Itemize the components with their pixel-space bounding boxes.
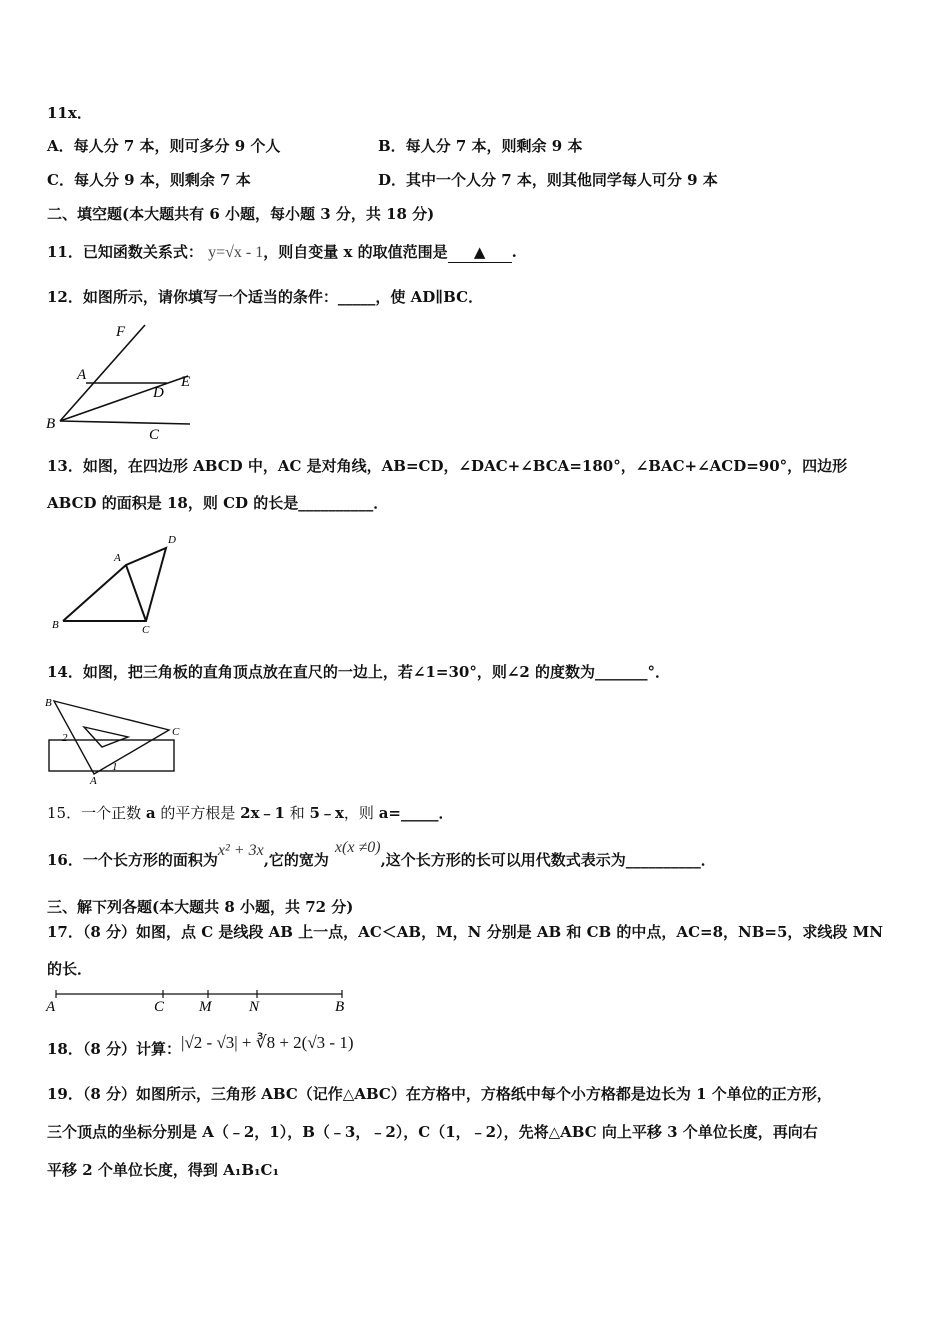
q18-text: [47, 1033, 354, 1059]
q14-label-c: C: [172, 726, 180, 738]
q18-expression: |√2 - √3| + ∛8 + 2(√3 - 1): [181, 1033, 354, 1052]
q13-label-d: D: [168, 534, 176, 546]
q16-text: [47, 839, 716, 871]
q15-a: a: [145, 804, 156, 822]
q11-blank: [448, 242, 512, 263]
q16-area: x² + 3x: [217, 842, 264, 859]
q16-prefix: 16．一个长方形的面积为: [47, 851, 218, 869]
q10-option-a: A．每人分 7 本，则可多分 9 个人: [47, 137, 281, 155]
q19-line3: 平移 2 个单位长度，得到 A₁B₁C₁: [47, 1161, 280, 1179]
q11-suffix: ，则自变量 x 的取值范围是: [263, 243, 448, 261]
q16-width: x(x ≠0): [334, 839, 381, 856]
q17-label-m: M: [199, 999, 212, 1015]
q10-option-b: B．每人分 7 本，则剩余 9 本: [378, 137, 583, 155]
q18-prefix: 18．（8 分）计算：: [47, 1040, 182, 1058]
q11-blank-triangle: ▲: [473, 243, 486, 261]
q14-label-b: B: [45, 697, 52, 709]
q12-label-b: B: [46, 416, 56, 432]
q19-line2: 三个顶点的坐标分别是 A（﹣2，1），B（﹣3，﹣2），C（1，﹣2），先将△ABC 向上平移 3 个单位长度，再向右: [47, 1123, 818, 1141]
q13-line1: 13．如图，在四边形 ABCD 中，AC 是对角线，AB=CD，∠DAC+∠BCA=180°，∠BAC+∠ACD=90°，四边形: [47, 457, 848, 475]
q12-label-f: F: [116, 324, 126, 340]
section2-heading: 二、填空题(本大题共有 6 小题，每小题 3 分，共 18 分): [47, 205, 435, 223]
q15-mid: 的平方根是: [155, 804, 241, 822]
q12-label-c: C: [149, 427, 160, 442]
q19-line1: 19．（8 分）如图所示，三角形 ABC（记作△ABC）在方格中，方格纸中每个小方格都是边长为 1 个单位的正方形，: [47, 1085, 832, 1103]
q11-formula: y=√x - 1: [208, 244, 264, 261]
q12-text: 12．如图所示，请你填写一个适当的条件：_____，使 AD∥BC．: [47, 288, 484, 306]
q10-option-c: C．每人分 9 本，则剩余 7 本: [47, 171, 251, 189]
q12-label-a: A: [77, 367, 87, 383]
q14-figure: [44, 694, 184, 786]
q17-figure: [44, 986, 356, 1016]
q12-figure: [44, 318, 194, 442]
q10-option-d: D．其中一个人分 7 本，则其他同学每人可分 9 本: [378, 171, 718, 189]
q15-e2: 5﹣x: [309, 804, 344, 822]
q17-label-a: A: [46, 999, 56, 1015]
q14-label-1: 1: [112, 761, 118, 773]
q11-prefix: 11．已知函数关系式：: [47, 243, 203, 261]
q14-text: 14．如图，把三角板的直角顶点放在直尺的一边上，若∠1=30°，则∠2 的度数为_______°．: [47, 663, 671, 681]
q15-prefix: 15．一个正数: [47, 804, 146, 822]
q13-label-c: C: [142, 624, 150, 636]
q12-label-e: E: [181, 374, 191, 390]
q10-tail: 11x．: [47, 104, 92, 122]
q15-suffix: ，则: [343, 804, 379, 822]
q13-label-a: A: [114, 552, 121, 564]
q13-label-b: B: [52, 619, 59, 631]
q11-text: [47, 242, 517, 263]
q17-line2: 的长．: [47, 960, 93, 978]
q16-suffix: ,这个长方形的长可以用代数式表示为__________．: [380, 851, 716, 869]
q13-line2: ABCD 的面积是 18，则 CD 的长是__________．: [47, 494, 389, 512]
q11-end: .: [511, 243, 517, 261]
q15-answer: a=_____．: [378, 804, 454, 822]
q12-label-d: D: [153, 385, 164, 401]
q17-line1: 17．（8 分）如图，点 C 是线段 AB 上一点，AC＜AB，M，N 分别是 AB 和 CB 的中点，AC=8，NB=5，求线段 MN: [47, 923, 883, 941]
q17-label-c: C: [154, 999, 165, 1015]
q17-label-b: B: [335, 999, 345, 1015]
q14-label-a: A: [90, 775, 97, 786]
q13-figure: [48, 530, 188, 638]
q17-label-n: N: [249, 999, 260, 1015]
q15-and: 和: [284, 804, 310, 822]
q15-e1: 2x﹣1: [240, 804, 285, 822]
q16-mid: ,它的宽为: [263, 851, 329, 869]
section3-heading: 三、解下列各题(本大题共 8 小题，共 72 分): [47, 898, 354, 916]
q14-label-2: 2: [62, 732, 68, 744]
q15-text: [47, 803, 453, 823]
